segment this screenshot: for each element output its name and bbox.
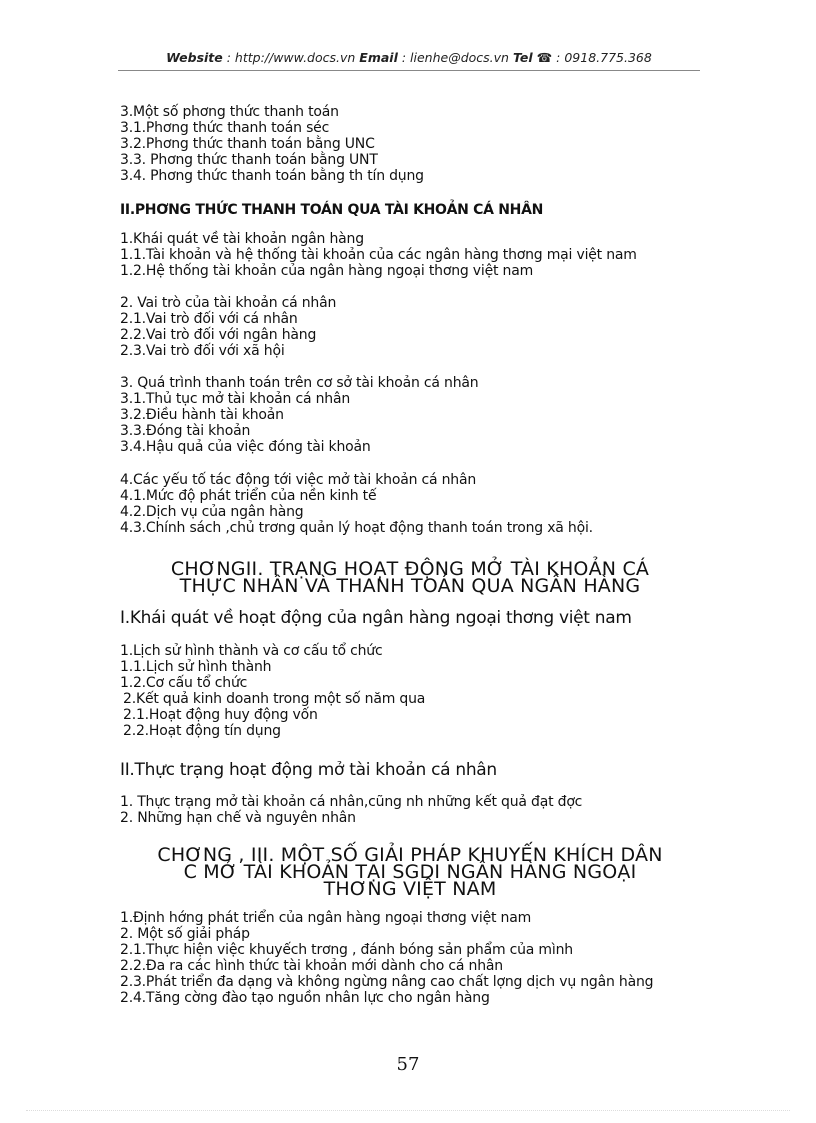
list-item: 4.2.Dịch vụ của ngân hàng xyxy=(120,504,304,520)
list-item: 1. Thực trạng mở tài khoản cá nhân,cũng nh những kết quả đạt đợc xyxy=(120,794,583,810)
list-item: 1.Định hớng phát triển của ngân hàng ngoại thơng việt nam xyxy=(120,910,532,926)
phone-icon: ☎ xyxy=(536,50,553,65)
list-item: 3.1.Phơng thức thanh toán séc xyxy=(120,120,330,136)
list-item: 3.4. Phơng thức thanh toán bằng th tín dụng xyxy=(120,168,424,184)
list-item: 2.Kết quả kinh doanh trong một số năm qua xyxy=(123,691,426,707)
page-number: 57 xyxy=(396,1054,420,1075)
list-item: 3.3.Đóng tài khoản xyxy=(120,423,251,439)
list-item: 2.3.Vai trò đối với xã hội xyxy=(120,343,285,359)
chapter-title-line: THƠNG VIỆT NAM xyxy=(323,878,497,900)
list-item: 2.1.Vai trò đối với cá nhân xyxy=(120,311,298,327)
tel-value: : 0918.775.368 xyxy=(552,50,652,65)
list-item: 1.1.Lịch sử hình thành xyxy=(120,659,272,675)
chapter-title-line: CHƠNGII. TRẠNG HOẠT ĐỘNG MỞ TÀI KHOẢN CÁ xyxy=(170,558,650,580)
tel-label: Tel xyxy=(512,50,533,65)
list-item: 2.2.Hoạt động tín dụng xyxy=(123,723,281,739)
chapter-title-line: CHƠNG , III. MỘT SỐ GIẢI PHÁP KHUYẾN KHÍCH DÂN xyxy=(157,844,663,866)
section-heading: II.PHƠNG THỨC THANH TOÁN QUA TÀI KHOẢN CÁ NHÂN xyxy=(120,202,544,218)
list-item: 2.4.Tăng cờng đào tạo nguồn nhân lực cho ngân hàng xyxy=(120,990,490,1006)
website-value: : http://www.docs.vn xyxy=(222,50,360,65)
list-item: 2. Vai trò của tài khoản cá nhân xyxy=(120,295,337,311)
chapter-title-line: C MỞ TÀI KHOẢN TẠI SGDI NGÂN HÀNG NGOẠI xyxy=(183,861,637,883)
list-item: 4.Các yếu tố tác động tới việc mở tài khoản cá nhân xyxy=(120,472,477,488)
subsection-heading: I.Khái quát về hoạt động của ngân hàng ngoại thơng việt nam xyxy=(120,608,632,628)
chapter-title-line: THỰC NHÂN VÀ THANH TOÁN QUA NGÂN HÀNG xyxy=(179,575,641,597)
list-item: 3.1.Thủ tục mở tài khoản cá nhân xyxy=(120,391,351,407)
website-label: Website xyxy=(166,50,223,65)
list-item: 1.2.Cơ cấu tổ chức xyxy=(120,675,248,691)
list-item: 2.2.Vai trò đối với ngân hàng xyxy=(120,327,317,343)
list-item: 3.2.Phơng thức thanh toán bằng UNC xyxy=(120,136,375,152)
email-label: Email xyxy=(359,50,398,65)
list-item: 3.3. Phơng thức thanh toán bằng UNT xyxy=(120,152,378,168)
list-item: 3. Quá trình thanh toán trên cơ sở tài khoản cá nhân xyxy=(120,375,479,391)
list-item: 1.Lịch sử hình thành và cơ cấu tổ chức xyxy=(120,643,383,659)
list-item: 1.2.Hệ thống tài khoản của ngân hàng ngoại thơng việt nam xyxy=(120,263,534,279)
list-item: 1.Khái quát về tài khoản ngân hàng xyxy=(120,231,364,247)
header-rule xyxy=(118,70,700,71)
list-item: 4.1.Mức độ phát triển của nền kinh tế xyxy=(120,488,377,504)
list-item: 2.1.Thực hiện việc khuyếch trơng , đánh bóng sản phẩm của mình xyxy=(120,942,573,958)
list-item: 2.3.Phát triển đa dạng và không ngừng nâng cao chất lợng dịch vụ ngân hàng xyxy=(120,974,654,990)
list-item: 2. Những hạn chế và nguyên nhân xyxy=(120,810,356,826)
subsection-heading: II.Thực trạng hoạt động mở tài khoản cá nhân xyxy=(120,760,497,780)
list-item: 3.4.Hậu quả của việc đóng tài khoản xyxy=(120,439,371,455)
email-value: : lienhe@docs.vn xyxy=(397,50,513,65)
list-item: 1.1.Tài khoản và hệ thống tài khoản của các ngân hàng thơng mại việt nam xyxy=(120,247,637,263)
list-item: 2.1.Hoạt động huy động vốn xyxy=(123,707,318,723)
page-border-dots xyxy=(26,1110,790,1111)
list-item: 2.2.Đa ra các hình thức tài khoản mới dành cho cá nhân xyxy=(120,958,503,974)
list-item: 4.3.Chính sách ,chủ trơng quản lý hoạt động thanh toán trong xã hội. xyxy=(120,520,593,536)
list-item: 2. Một số giải pháp xyxy=(120,926,250,942)
list-item: 3.2.Điều hành tài khoản xyxy=(120,407,284,423)
page-header xyxy=(118,50,700,65)
list-item: 3.Một số phơng thức thanh toán xyxy=(120,104,339,120)
